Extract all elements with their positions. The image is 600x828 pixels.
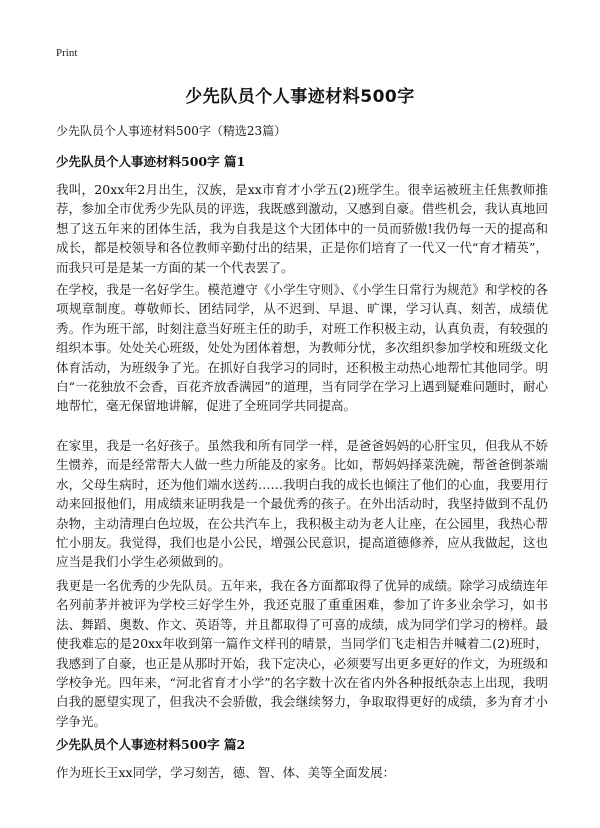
- paragraph: 在学校，我是一名好学生。模范遵守《小学生守则》、《小学生日常行为规范》和学校的各项规章制度。尊敬师长、团结同学，从不迟到、早退、旷课，学习认真、刻苦，成绩优秀。作为班干部，时刻注意当好班主任的助手，对班工作积极主动，认真负责，有较强的组织本事。处处关心班级，处处为团体着想，为教师分忧，多次组织参加学校和班级文化体育活动，为班级争了光。在抓好自我学习的同时，还积极主动热心地帮忙其他同学。明白“一花独放不会香，百花齐放香满园”的道理，当有同学在学习上遇到疑难问题时，耐心地帮忙，毫无保留地讲解，促进了全班同学共同提高。: [56, 282, 548, 414]
- paragraph: 作为班长王xx同学，学习刻苦，德、智、体、美等全面发展：: [56, 765, 396, 780]
- print-link[interactable]: Print: [56, 47, 78, 59]
- page-title: 少先队员个人事迹材料500字: [185, 87, 415, 107]
- subtitle: 少先队员个人事迹材料500字（精选23篇）: [56, 124, 287, 138]
- paragraph: 在家里，我是一名好孩子。虽然我和所有同学一样，是爸爸妈妈的心肝宝贝，但我从不娇生惯养，而是经常帮大人做一些力所能及的家务。比如，帮妈妈择菜洗碗，帮爸爸倒茶端水，父母生病时，还为他们端水送药……我明白我的成长也倾注了他们的心血，我要用行动来回报他们，用成绩来证明我是一个最优秀的孩子。在外出活动时，我坚持做到不乱仍杂物，主动清理白色垃圾，在公共汽车上，我积极主动为老人让座，在公园里，我热心帮忙小朋友。我觉得，我们也是小公民，增强公民意识，提高道德修养，应从我做起，这也应当是我们小学生必须做到的。: [56, 438, 548, 570]
- paragraph: 我更是一名优秀的少先队员。五年来，我在各方面都取得了优异的成绩。除学习成绩连年名列前茅并被评为学校三好学生外，我还克服了重重困难，参加了许多业余学习，如书法、舞蹈、奥数、作文、英语等，并且都取得了可喜的成绩，成为同学们学习的榜样。最使我难忘的是20xx年收到第一篇作文样刊的晴景，当同学们飞走相告并喊着二(2)班时，我感到了自豪，也正是从那时开始，我下定决心，必须要写出更多更好的作文，为班级和学校争光。四年来，“河北省育才小学”的名字数十次在省内外各种报纸杂志上出现，我明白我的愿望实现了，但我决不会骄傲，我会继续努力，争取取得更好的成绩，多为育才小学争光。: [56, 578, 548, 729]
- paragraph: 我叫，20xx年2月出生，汉族，是xx市育才小学五(2)班学生。很幸运被班主任焦教师推荐，参加全市优秀少先队员的评选，我既感到激动，又感到自豪。借些机会，我认真地回想了这五年来的团体生活，我为自我是这个大团体中的一员而骄傲!我仍每一天的提高和成长，都是校领导和各位教师辛勤付出的结果，正是你们培育了一代又一代“育才精英”，而我只可是是某一方面的某一个代表罢了。: [56, 182, 548, 275]
- section-heading-2: 少先队员个人事迹材料500字 篇2: [56, 737, 246, 752]
- section-heading-1: 少先队员个人事迹材料500字 篇1: [56, 154, 246, 169]
